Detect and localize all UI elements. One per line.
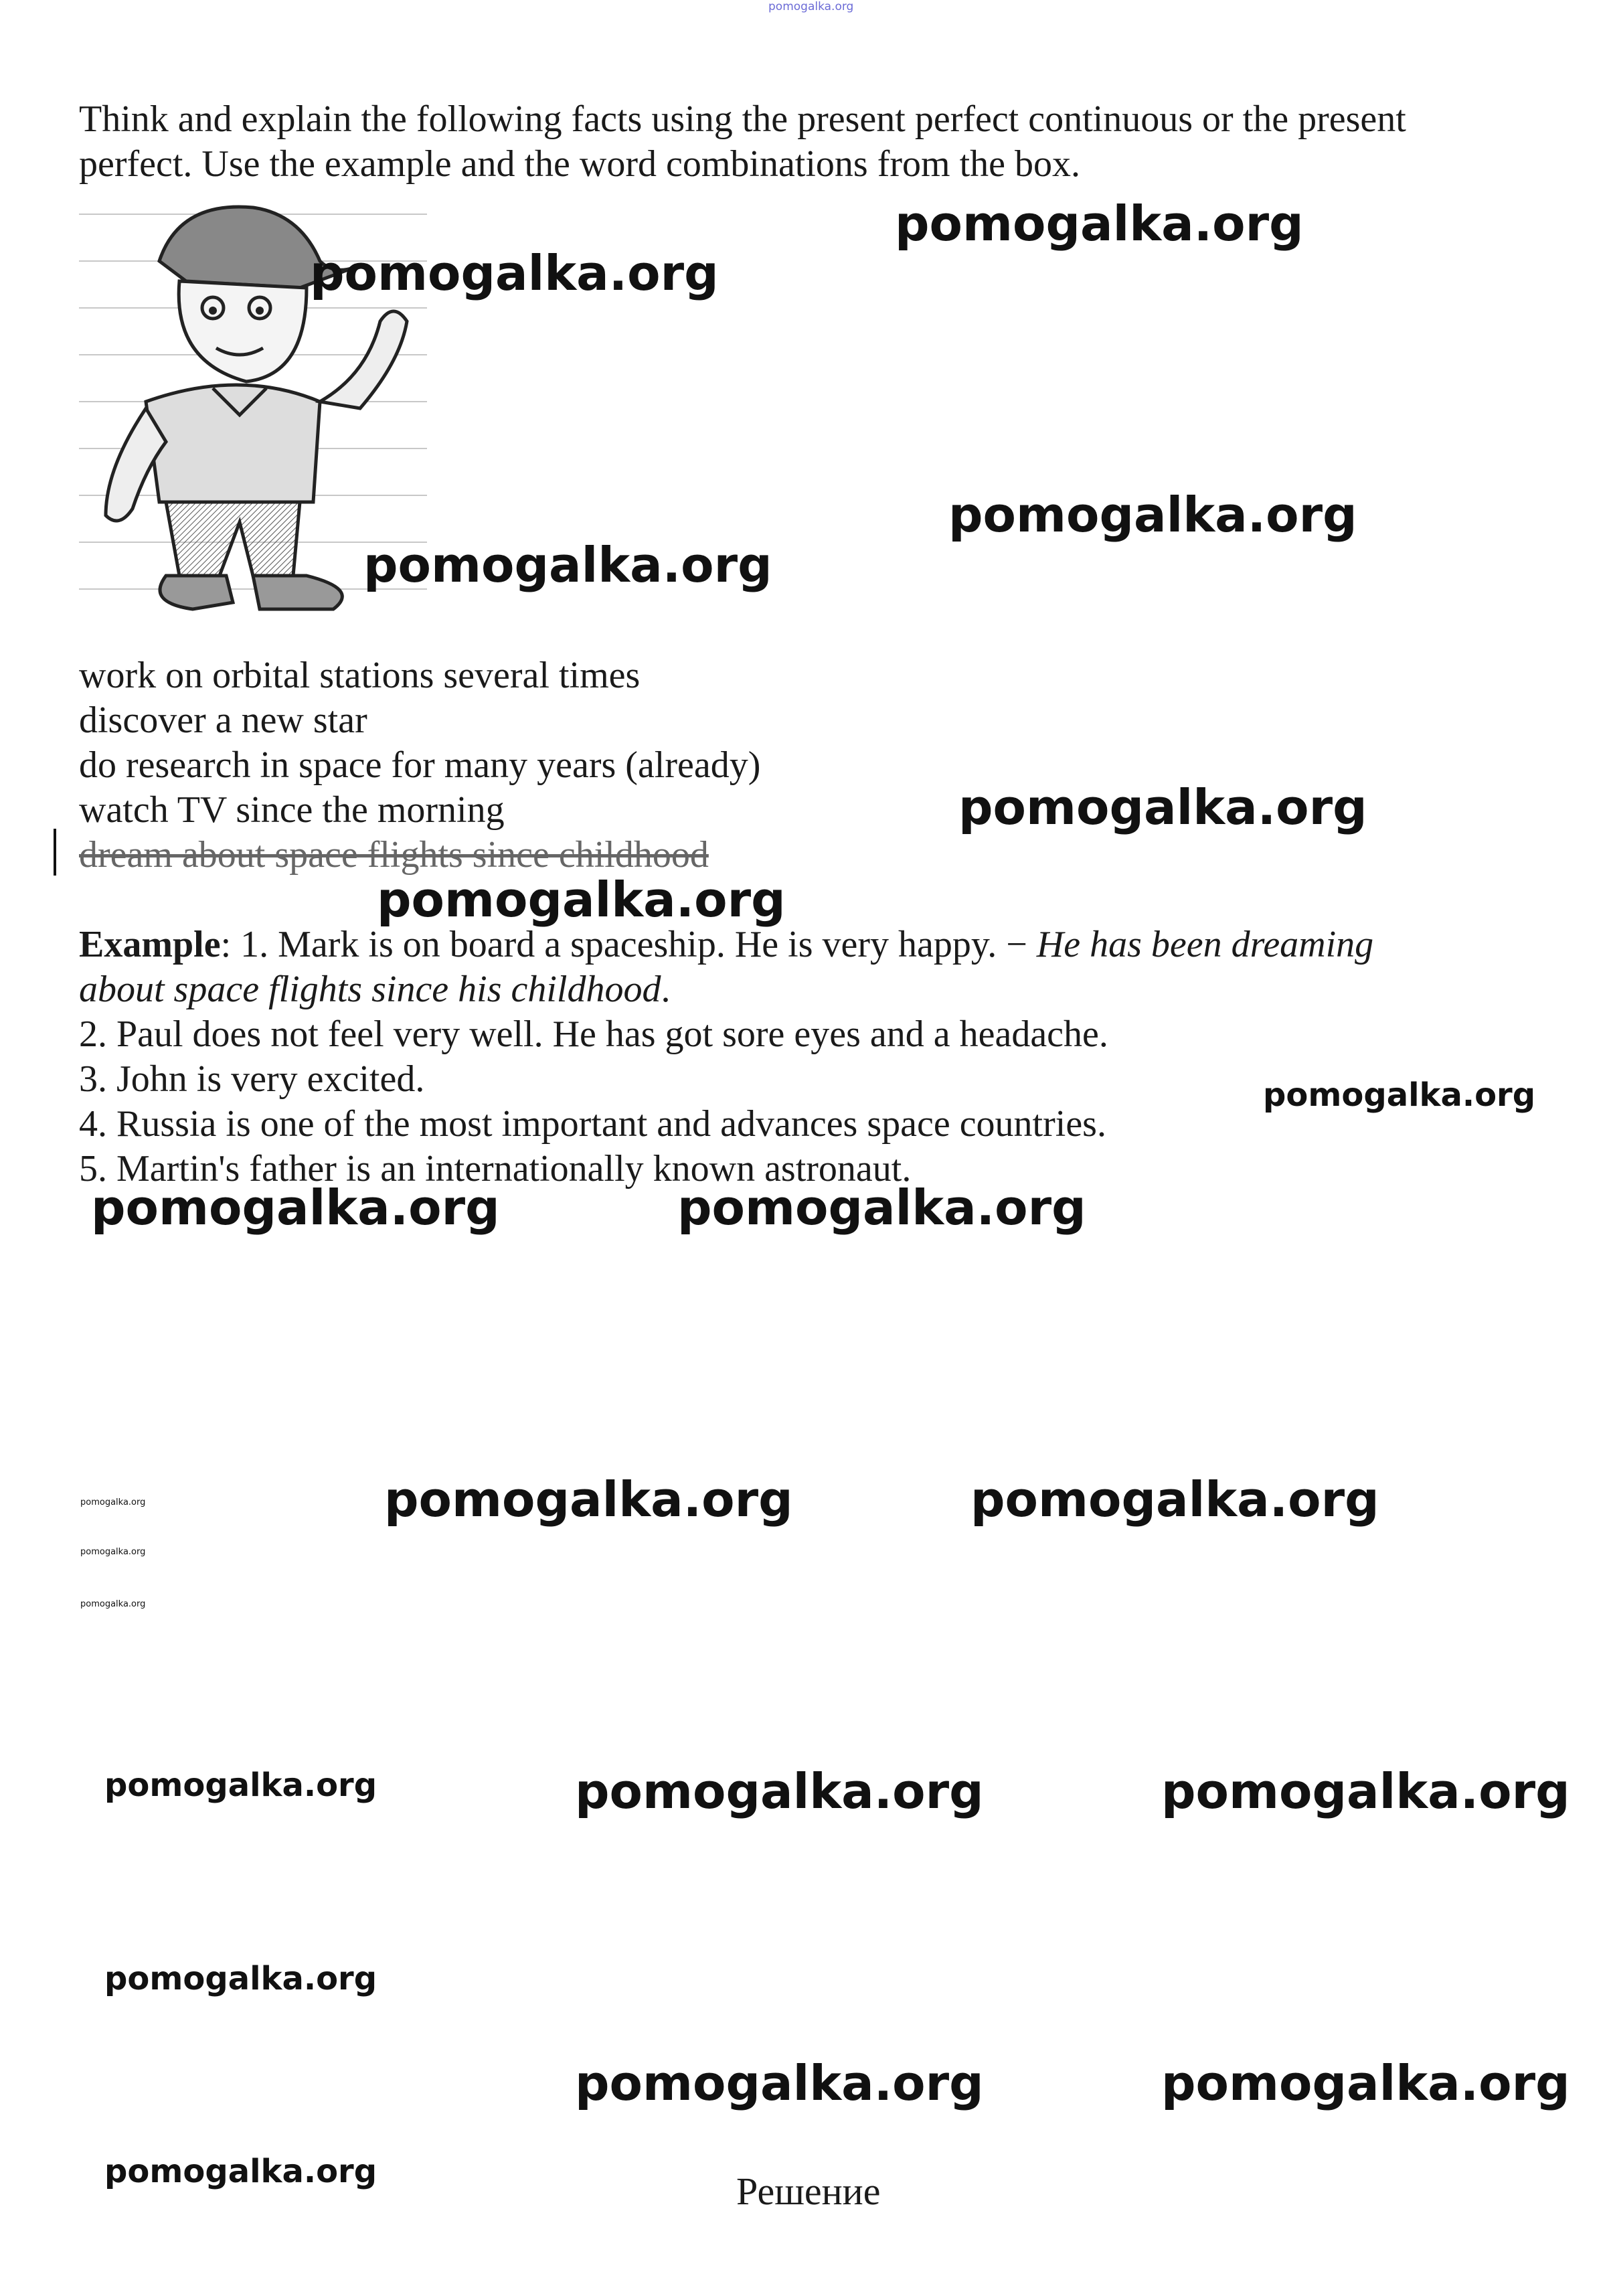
example-answer-part-2: about space flights since his childhood [79, 969, 661, 1010]
watermark-3: pomogalka.org [948, 487, 1357, 543]
watermark-9: pomogalka.org [677, 1179, 1086, 1236]
sentence-5: 5. Martin's father is an internationally known astronaut. [79, 1148, 912, 1190]
instruction-line-1: Think and explain the following facts using the present perfect continuous or the present [79, 98, 1406, 140]
watermark-8: pomogalka.org [91, 1179, 500, 1236]
text-cursor [54, 829, 56, 876]
watermark-1: pomogalka.org [310, 245, 719, 301]
box-item-2: discover a new star [79, 700, 367, 741]
box-item-struck: dream about space flights since childhood [79, 834, 709, 876]
watermark-4: pomogalka.org [363, 537, 772, 593]
example-answer-end: . [661, 969, 671, 1010]
watermark-20: pomogalka.org [1161, 2055, 1570, 2111]
sentence-3: 3. John is very excited. [79, 1058, 425, 1100]
box-item-3: do research in space for many years (already) [79, 744, 761, 786]
watermark-top: pomogalka.org [768, 0, 854, 13]
instruction-line-2: perfect. Use the example and the word combinations from the box. [79, 143, 1080, 185]
example-line-1 [79, 926, 1373, 963]
sentence-2: 2. Paul does not feel very well. He has got sore eyes and a headache. [79, 1013, 1108, 1055]
example-label: Example [79, 924, 221, 965]
watermark-17: pomogalka.org [1161, 1763, 1570, 1819]
watermark-13: pomogalka.org [384, 1471, 793, 1528]
example-line-2 [79, 971, 670, 1008]
watermark-2: pomogalka.org [895, 195, 1304, 252]
watermark-16: pomogalka.org [575, 1763, 984, 1819]
watermark-15: pomogalka.org [104, 1767, 377, 1804]
watermark-6: pomogalka.org [377, 872, 786, 928]
box-item-1: work on orbital stations several times [79, 655, 641, 696]
solution-label: Решение [736, 2169, 881, 2213]
example-answer-part-1: He has been dreaming [1036, 924, 1374, 965]
sentence-4: 4. Russia is one of the most important and advances space countries. [79, 1103, 1106, 1145]
watermark-21: pomogalka.org [104, 2153, 377, 2190]
watermark-10: pomogalka.org [80, 1497, 146, 1507]
box-item-4: watch TV since the morning [79, 789, 505, 831]
watermark-19: pomogalka.org [575, 2055, 984, 2111]
watermark-12: pomogalka.org [80, 1599, 146, 1609]
watermark-18: pomogalka.org [104, 1960, 377, 1997]
watermark-7: pomogalka.org [1263, 1076, 1536, 1114]
example-sentence: : 1. Mark is on board a spaceship. He is very happy. − [220, 924, 1037, 965]
watermark-11: pomogalka.org [80, 1547, 146, 1557]
watermark-14: pomogalka.org [970, 1471, 1379, 1528]
watermark-5: pomogalka.org [958, 779, 1367, 835]
